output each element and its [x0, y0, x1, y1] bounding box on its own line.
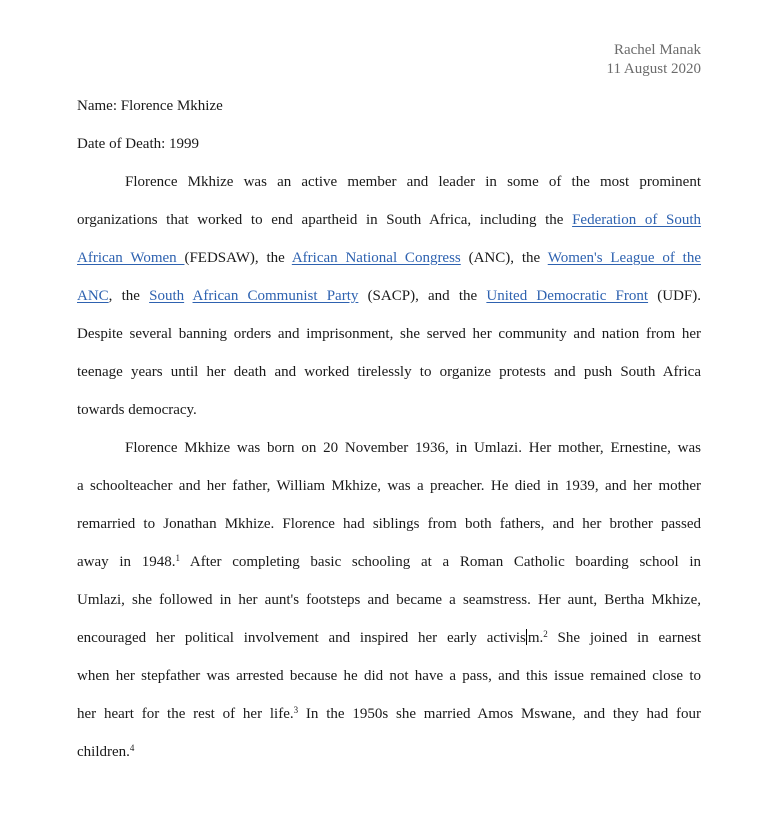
paragraph-line — [77, 581, 701, 619]
text-run: when her stepfather was arrested because he did not have a pass, and this issue remained close to — [77, 668, 701, 684]
date-of-death-field: Date of Death: 1999 — [77, 136, 200, 152]
text-run: , the — [108, 288, 150, 304]
paragraph-line — [77, 391, 701, 429]
paragraph-line — [77, 695, 701, 733]
link-south[interactable]: South — [149, 288, 185, 304]
text-run: remarried to Jonathan Mkhize. Florence had siblings from both fathers, and her brother passed — [77, 516, 701, 532]
paragraph-line — [77, 657, 701, 695]
paragraph-line — [77, 277, 701, 315]
footnote-ref-4[interactable]: 4 — [129, 743, 135, 753]
paragraph-line — [77, 467, 701, 505]
paragraph-2 — [77, 429, 701, 771]
text-run: Florence Mkhize was born on 20 November 1936, in Umlazi. Her mother, Ernestine, was — [125, 440, 701, 456]
paragraph-line — [77, 429, 701, 467]
document-date: 11 August 2020 — [606, 61, 701, 77]
text-run: away in 1948. — [77, 554, 176, 570]
text-run: towards democracy. — [77, 402, 197, 418]
text-run: In the 1950s she married Amos Mswane, and they had four — [298, 706, 701, 722]
footnote-ref-2[interactable]: 2 — [543, 629, 548, 639]
text-run: m. — [527, 630, 544, 646]
paragraph-line — [77, 201, 701, 239]
paragraph-line — [77, 239, 701, 277]
link-sacp[interactable]: African Communist Party — [192, 288, 359, 304]
footnote-ref-3[interactable]: 3 — [293, 705, 299, 715]
text-run: (FEDSAW), the — [184, 250, 292, 266]
paragraph-line — [77, 619, 701, 657]
text-run: Despite several banning orders and imprisonment, she served her community and nation from her — [77, 326, 701, 342]
link-womens-league[interactable]: Women's League of the — [547, 250, 701, 266]
paragraph-1 — [77, 163, 701, 429]
link-fedsaw[interactable]: Federation of South — [572, 212, 701, 228]
author-name: Rachel Manak — [613, 42, 701, 58]
link-womens-league-cont[interactable]: ANC — [77, 288, 109, 304]
text-run: organizations that worked to end apartheid in South Africa, including the — [77, 212, 573, 228]
link-fedsaw-cont[interactable]: African Women — [77, 250, 185, 266]
footnote-ref-1[interactable]: 1 — [175, 553, 180, 563]
text-run: Umlazi, she followed in her aunt's footsteps and became a seamstress. Her aunt, Bertha Mkhize, — [77, 592, 701, 608]
document-header — [607, 41, 701, 79]
text-run: (UDF). — [648, 288, 701, 304]
text-run: After completing basic schooling at a Roman Catholic boarding school in — [179, 554, 701, 570]
text-run — [184, 288, 192, 304]
text-run: She joined in earnest — [547, 630, 701, 646]
paragraph-line — [77, 353, 701, 391]
text-run: her heart for the rest of her life. — [77, 706, 294, 722]
paragraph-line — [77, 505, 701, 543]
paragraph-line — [77, 733, 701, 771]
text-run: encouraged her political involvement and inspired her early activis — [77, 630, 526, 646]
text-run: Florence Mkhize was an active member and leader in some of the most prominent — [125, 174, 701, 190]
paragraph-line — [77, 315, 701, 353]
link-anc[interactable]: African National Congress — [291, 250, 461, 266]
text-run: children. — [77, 744, 130, 760]
paragraph-line — [77, 543, 701, 581]
text-run: (ANC), the — [460, 250, 548, 266]
text-run: teenage years until her death and worked tirelessly to organize protests and push South Africa — [77, 364, 701, 380]
link-udf[interactable]: United Democratic Front — [486, 288, 649, 304]
text-run: a schoolteacher and her father, William Mkhize, was a preacher. He died in 1939, and her mother — [77, 478, 701, 494]
name-field: Name: Florence Mkhize — [77, 98, 223, 114]
text-run: (SACP), and the — [358, 288, 487, 304]
paragraph-line — [77, 163, 701, 201]
